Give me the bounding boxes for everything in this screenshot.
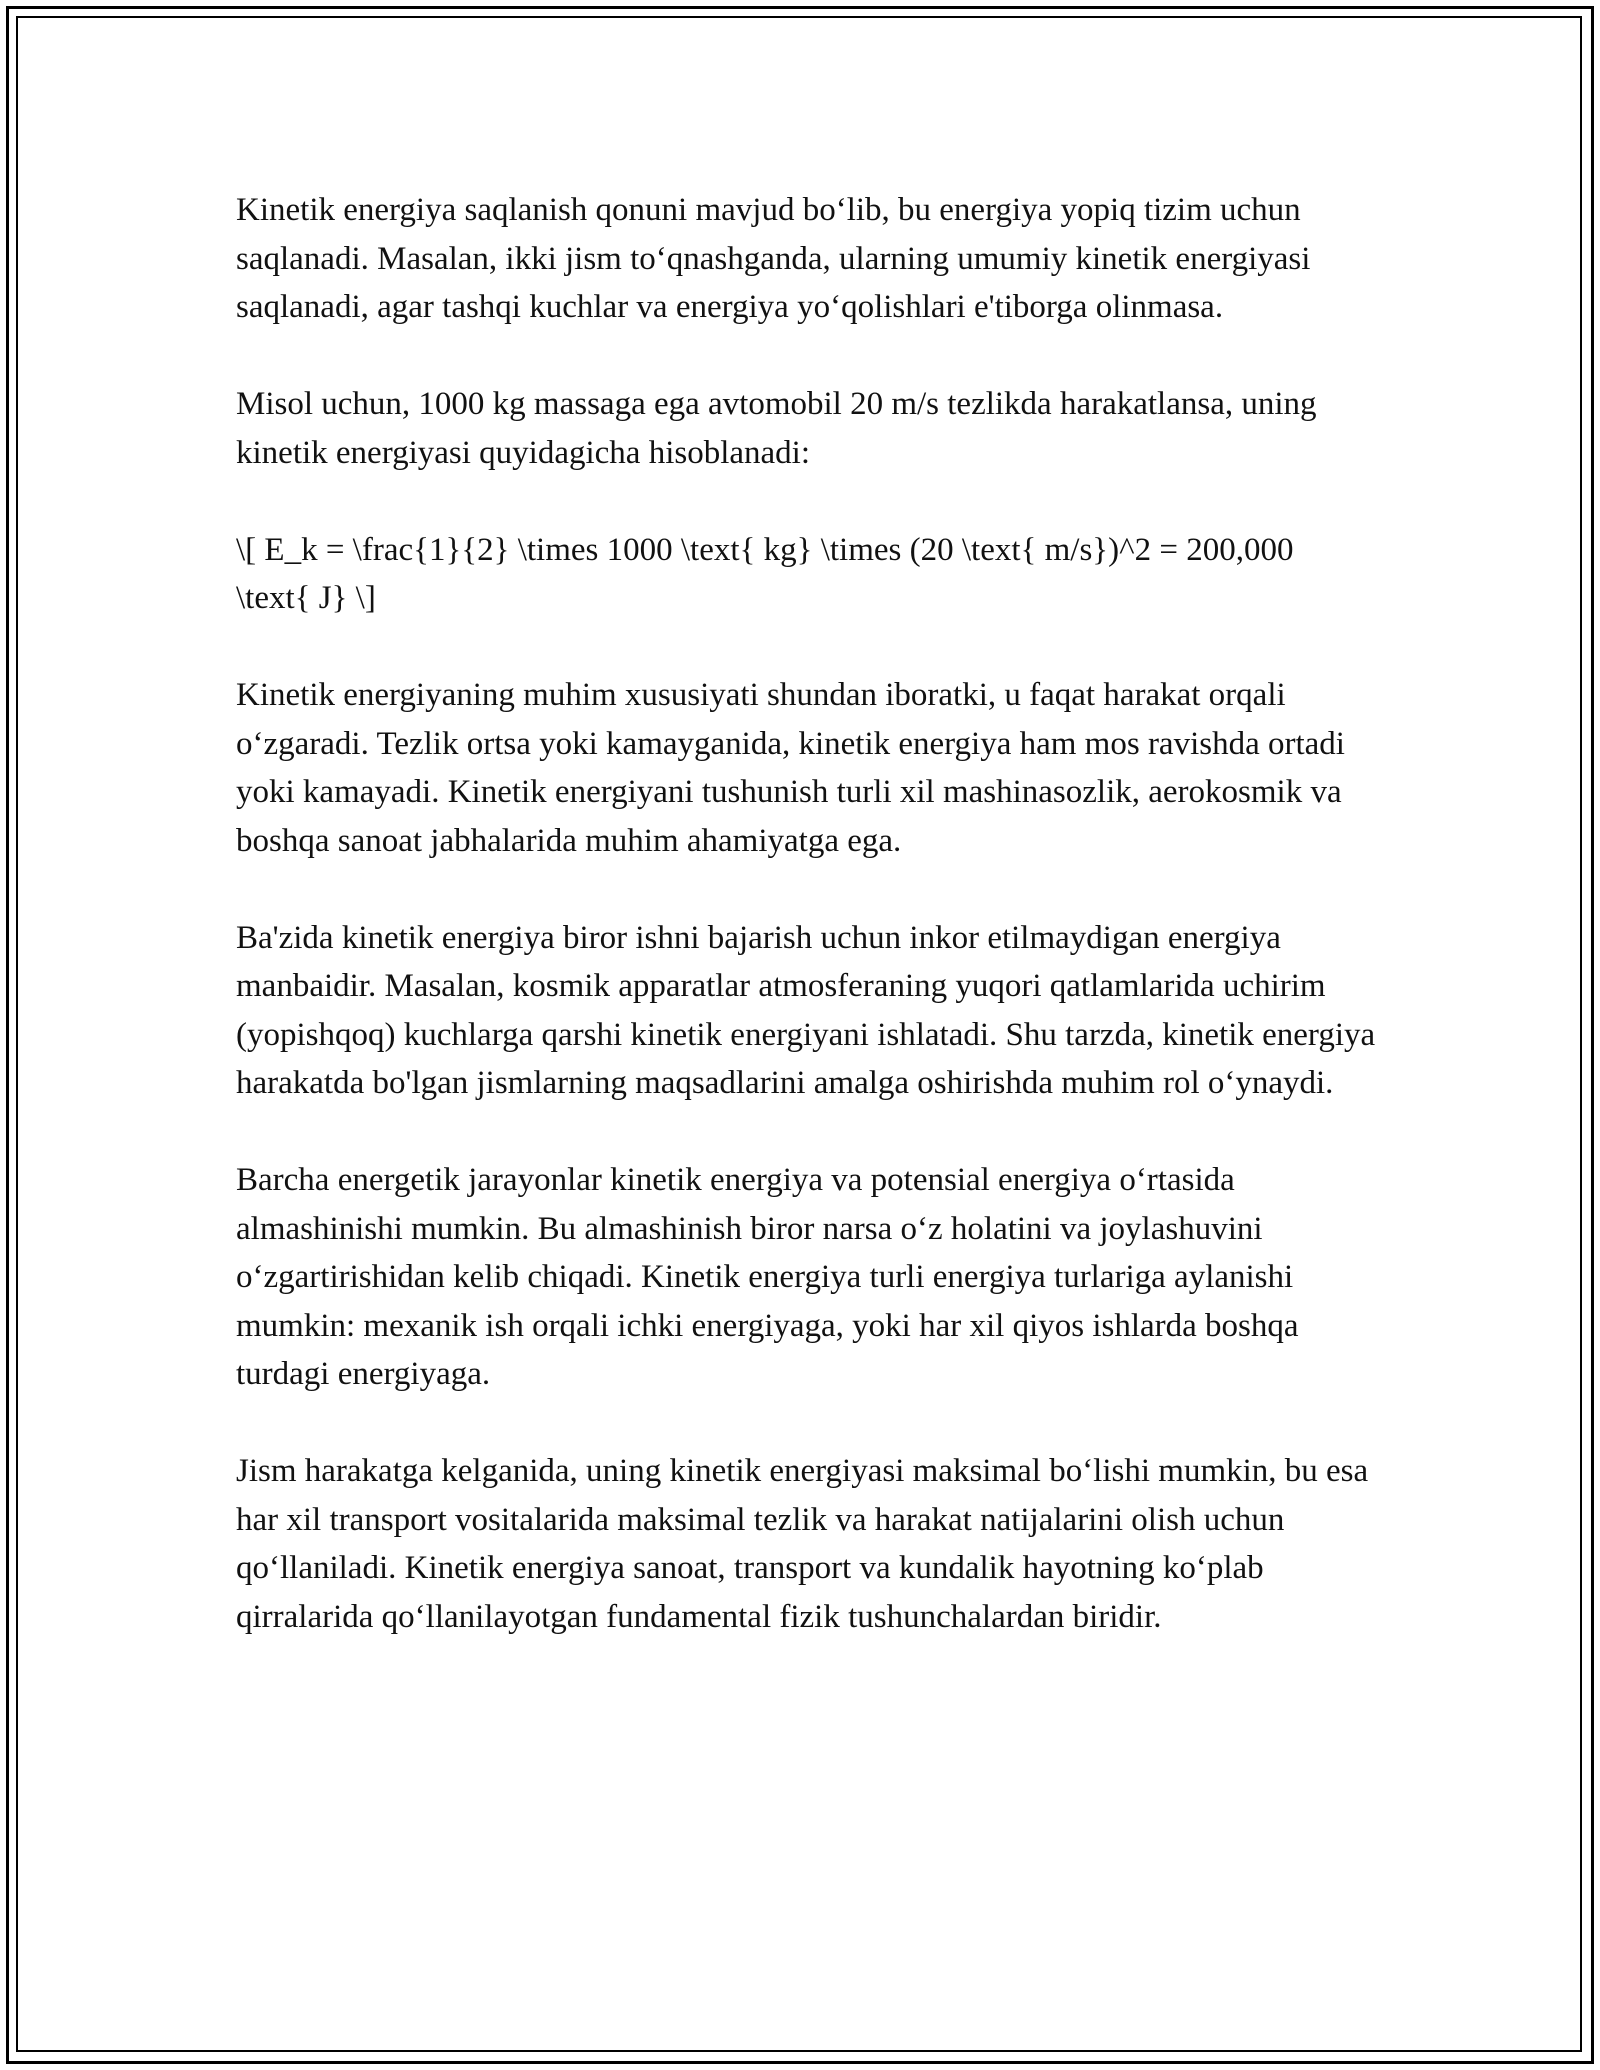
paragraph-key-property: Kinetik energiyaning muhim xususiyati shundan iboratki, u faqat harakat orqali o‘zgaradi. Tezlik ortsa yoki kamayganida, kinetik energiya ham mos ravishda ortadi yoki kamayadi. Kinetik energiyani tushunish turli xil mashinasozlik, aerokosmik va boshqa sanoat jabhalarida muhim ahamiyatga ega.	[236, 677, 1345, 859]
document-body	[236, 186, 1376, 1690]
paragraph-energy-source: Ba'zida kinetik energiya biror ishni bajarish uchun inkor etilmaydigan energiya manbaidir. Masalan, kosmik apparatlar atmosferaning yuqori qatlamlarida uchirim (yopishqoq) kuchlarga qarshi kinetik energiyani ishlatadi. Shu tarzda, kinetik energiya harakatda bo'lgan jismlarning maqsadlarini amalga oshirishda muhim rol o‘ynaydi.	[236, 919, 1376, 1101]
paragraph-applications: Jism harakatga kelganida, uning kinetik energiyasi maksimal bo‘lishi mumkin, bu esa har xil transport vositalarida maksimal tezlik va harakat natijalarini olish uchun qo‘llaniladi. Kinetik energiya sanoat, transport va kundalik hayotning ko‘plab qirralarida qo‘llanilayotgan fundamental fizik tushunchalardan biridir.	[236, 1453, 1369, 1635]
paragraph-formula: \[ E_k = \frac{1}{2} \times 1000 \text{ kg} \times (20 \text{ m/s})^2 = 200,000 \text{ J} \]	[236, 531, 1294, 616]
paragraph-energy-exchange: Barcha energetik jarayonlar kinetik energiya va potensial energiya o‘rtasida almashinishi mumkin. Bu almashinish biror narsa o‘z holatini va joylashuvini o‘zgartirishidan kelib chiqadi. Kinetik energiya turli energiya turlariga aylanishi mumkin: mexanik ish orqali ichki energiyaga, yoki har xil qiyos ishlarda boshqa turdagi energiyaga.	[236, 1162, 1299, 1392]
paragraph-energy-conservation: Kinetik energiya saqlanish qonuni mavjud bo‘lib, bu energiya yopiq tizim uchun saqlanadi. Masalan, ikki jism to‘qnashganda, ularning umumiy kinetik energiyasi saqlanadi, agar tashqi kuchlar va energiya yo‘qolishlari e'tiborga olinmasa.	[236, 192, 1311, 325]
paragraph-car-example: Misol uchun, 1000 kg massaga ega avtomobil 20 m/s tezlikda harakatlansa, uning kinetik energiyasi quyidagicha hisoblanadi:	[236, 386, 1317, 471]
